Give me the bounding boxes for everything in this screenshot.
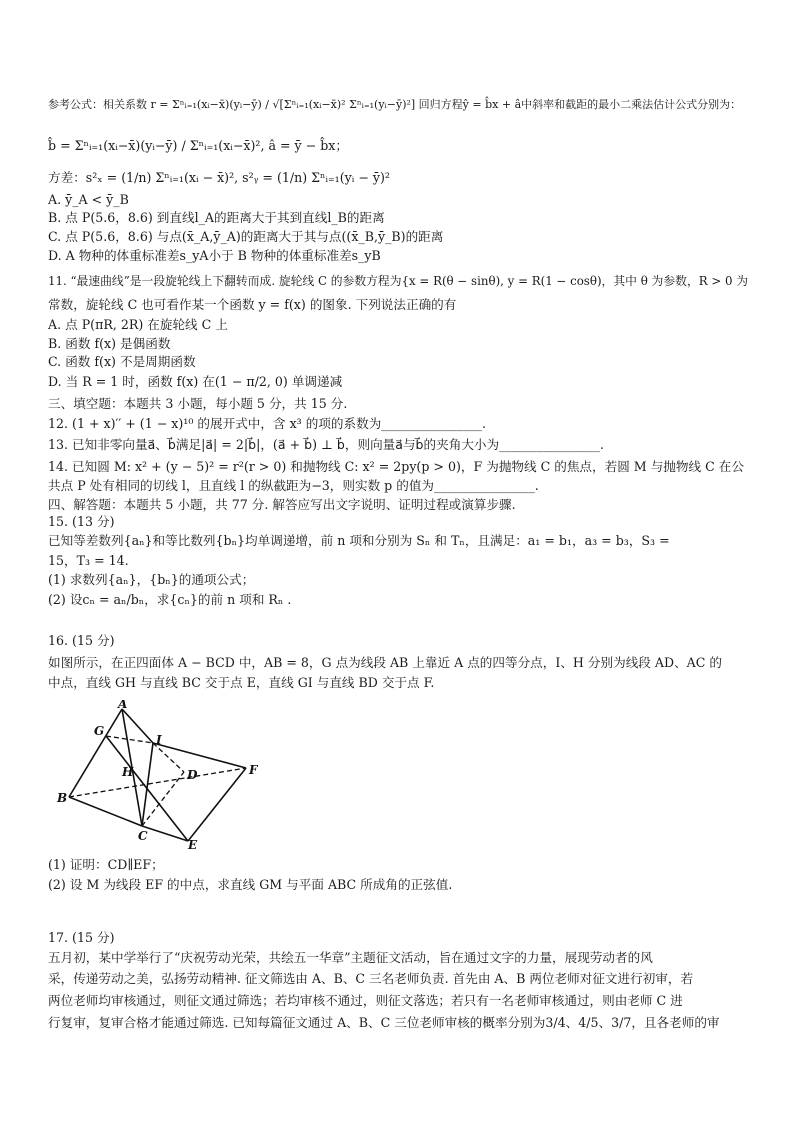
label-c: C — [138, 829, 148, 843]
tetrahedron-figure — [50, 700, 275, 850]
tetrahedron-svg — [50, 700, 275, 850]
edge-ce — [142, 826, 188, 841]
label-e: E — [188, 838, 198, 850]
q14-line-1: 14. 已知圆 M: x² + (y − 5)² = r²(r > 0) 和抛物线 C: x² = 2py(p > 0)，F 为抛物线 C 的焦点，若圆 M 与抛物线 C 在公 — [48, 459, 744, 474]
label-d: D — [187, 768, 198, 782]
label-a: A — [118, 700, 128, 711]
section-3-heading: 三、填空题：本题共 3 小题，每小题 5 分，共 15 分. — [48, 396, 348, 411]
q17-stem-line-4: 行复审，复审合格才能通过筛选. 已知每篇征文通过 A、B、C 三位老师审核的概率分别为3/4、4/5、3/7，且各老师的审 — [48, 1015, 720, 1030]
line-gi-dashed — [106, 736, 153, 743]
formula-line-1: 参考公式：相关系数 r = Σⁿᵢ₌₁(xᵢ−x̄)(yᵢ−ȳ) / √[Σⁿᵢ₌₁(xᵢ−x̄)² Σⁿᵢ₌₁(yᵢ−ȳ)²] 回归方程ŷ = b̂x + â中斜率和截距的最小二乘法估计公式分别为： — [48, 98, 742, 111]
q15-part-1: (1) 求数列{aₙ}，{bₙ}的通项公式； — [48, 572, 255, 587]
q11-option-d: D. 当 R = 1 时，函数 f(x) 在(1 − π/2, 0) 单调递减 — [48, 374, 343, 389]
formula-line-3: 方差：s²ₓ = (1/n) Σⁿᵢ₌₁(xᵢ − x̄)², s²ᵧ = (1/n) Σⁿᵢ₌₁(yᵢ − ȳ)² — [48, 170, 390, 185]
q10-option-d: D. A 物种的体重标准差s_yA小于 B 物种的体重标准差s_yB — [48, 248, 381, 263]
section-4-heading: 四、解答题：本题共 5 小题，共 77 分. 解答应写出文字说明、证明过程或演算步骤. — [48, 497, 516, 512]
label-b: B — [57, 791, 68, 805]
q16-stem-line-1: 如图所示，在正四面体 A − BCD 中，AB = 8，G 点为线段 AB 上靠近 A 点的四等分点，I、H 分别为线段 AD、AC 的 — [48, 655, 722, 670]
label-f: F — [249, 763, 258, 777]
line-bf-dashed — [69, 768, 246, 797]
q10-option-a: A. ȳ_A < ȳ_B — [48, 192, 129, 207]
label-h: H — [122, 765, 134, 779]
q11-option-c: C. 函数 f(x) 不是周期函数 — [48, 354, 196, 369]
label-g: G — [94, 724, 105, 738]
q16-part-1: (1) 证明：CD∥EF； — [48, 857, 164, 872]
edge-ab — [69, 709, 122, 797]
q16-stem-line-2: 中点，直线 GH 与直线 BC 交于点 E，直线 GI 与直线 BD 交于点 F. — [48, 675, 435, 690]
q11-option-a: A. 点 P(πR, 2R) 在旋轮线 C 上 — [48, 317, 228, 332]
q15-stem-line-2: 15，T₃ = 14. — [48, 553, 129, 568]
q11-stem-line-1: 11. “最速曲线”是一段旋轮线上下翻转而成. 旋轮线 C 的参数方程为{x = R(θ − sinθ), y = R(1 − cosθ)，其中 θ 为参数，R > 0 为 — [48, 274, 749, 288]
q17-stem-line-3: 两位老师均审核通过，则征文通过筛选；若均审核不通过，则征文落选；若只有一名老师审核通过，则由老师 C 进 — [48, 993, 683, 1008]
label-i: I — [156, 733, 162, 747]
q10-option-b: B. 点 P(5.6，8.6) 到直线l_A的距离大于其到直线l_B的距离 — [48, 210, 385, 225]
q11-stem-line-2: 常数，旋轮线 C 也可看作某一个函数 y = f(x) 的图象. 下列说法正确的有 — [48, 297, 457, 312]
edge-bc — [69, 797, 142, 826]
q15-part-2: (2) 设cₙ = aₙ/bₙ，求{cₙ}的前 n 项和 Rₙ . — [48, 592, 292, 607]
q15-title: 15. (13 分) — [48, 514, 115, 529]
q17-stem-line-1: 五月初，某中学举行了“庆祝劳动光荣，共绘五一华章”主题征文活动，旨在通过文字的力量，展现劳动者的风 — [48, 950, 653, 965]
q15-stem-line-1: 已知等差数列{aₙ}和等比数列{bₙ}均单调递增，前 n 项和分别为 Sₙ 和 Tₙ，且满足：a₁ = b₁，a₃ = b₃，S₃ = — [48, 533, 670, 548]
q16-title: 16. (15 分) — [48, 633, 115, 648]
q14-line-2: 共点 P 处有相同的切线 l，且直线 l 的纵截距为−3，则实数 p 的值为________________. — [48, 478, 539, 493]
q17-stem-line-2: 采，传递劳动之美，弘扬劳动精神. 征文筛选由 A、B、C 三名老师负责. 首先由 A、B 两位老师对征文进行初审，若 — [48, 971, 694, 986]
q10-option-c: C. 点 P(5.6，8.6) 与点(x̄_A,ȳ_A)的距离大于其与点((x̄_B,ȳ_B)的距离 — [48, 229, 444, 244]
q11-option-b: B. 函数 f(x) 是偶函数 — [48, 336, 171, 351]
q17-title: 17. (15 分) — [48, 930, 115, 945]
q12: 12. (1 + x)′′ + (1 − x)¹⁰ 的展开式中，含 x³ 的项的系数为________________. — [48, 416, 487, 431]
q13: 13. 已知非零向量a⃗、b⃗满足|a⃗| = 2|b⃗|，(a⃗ + b⃗) ⊥ b⃗，则向量a⃗与b⃗的夹角大小为________________. — [48, 437, 604, 452]
formula-line-2: b̂ = Σⁿᵢ₌₁(xᵢ−x̄)(yᵢ−ȳ) / Σⁿᵢ₌₁(xᵢ−x̄)², â = ȳ − b̂x； — [48, 138, 348, 153]
q16-part-2: (2) 设 M 为线段 EF 的中点，求直线 GM 与平面 ABC 所成角的正弦值. — [48, 877, 453, 892]
